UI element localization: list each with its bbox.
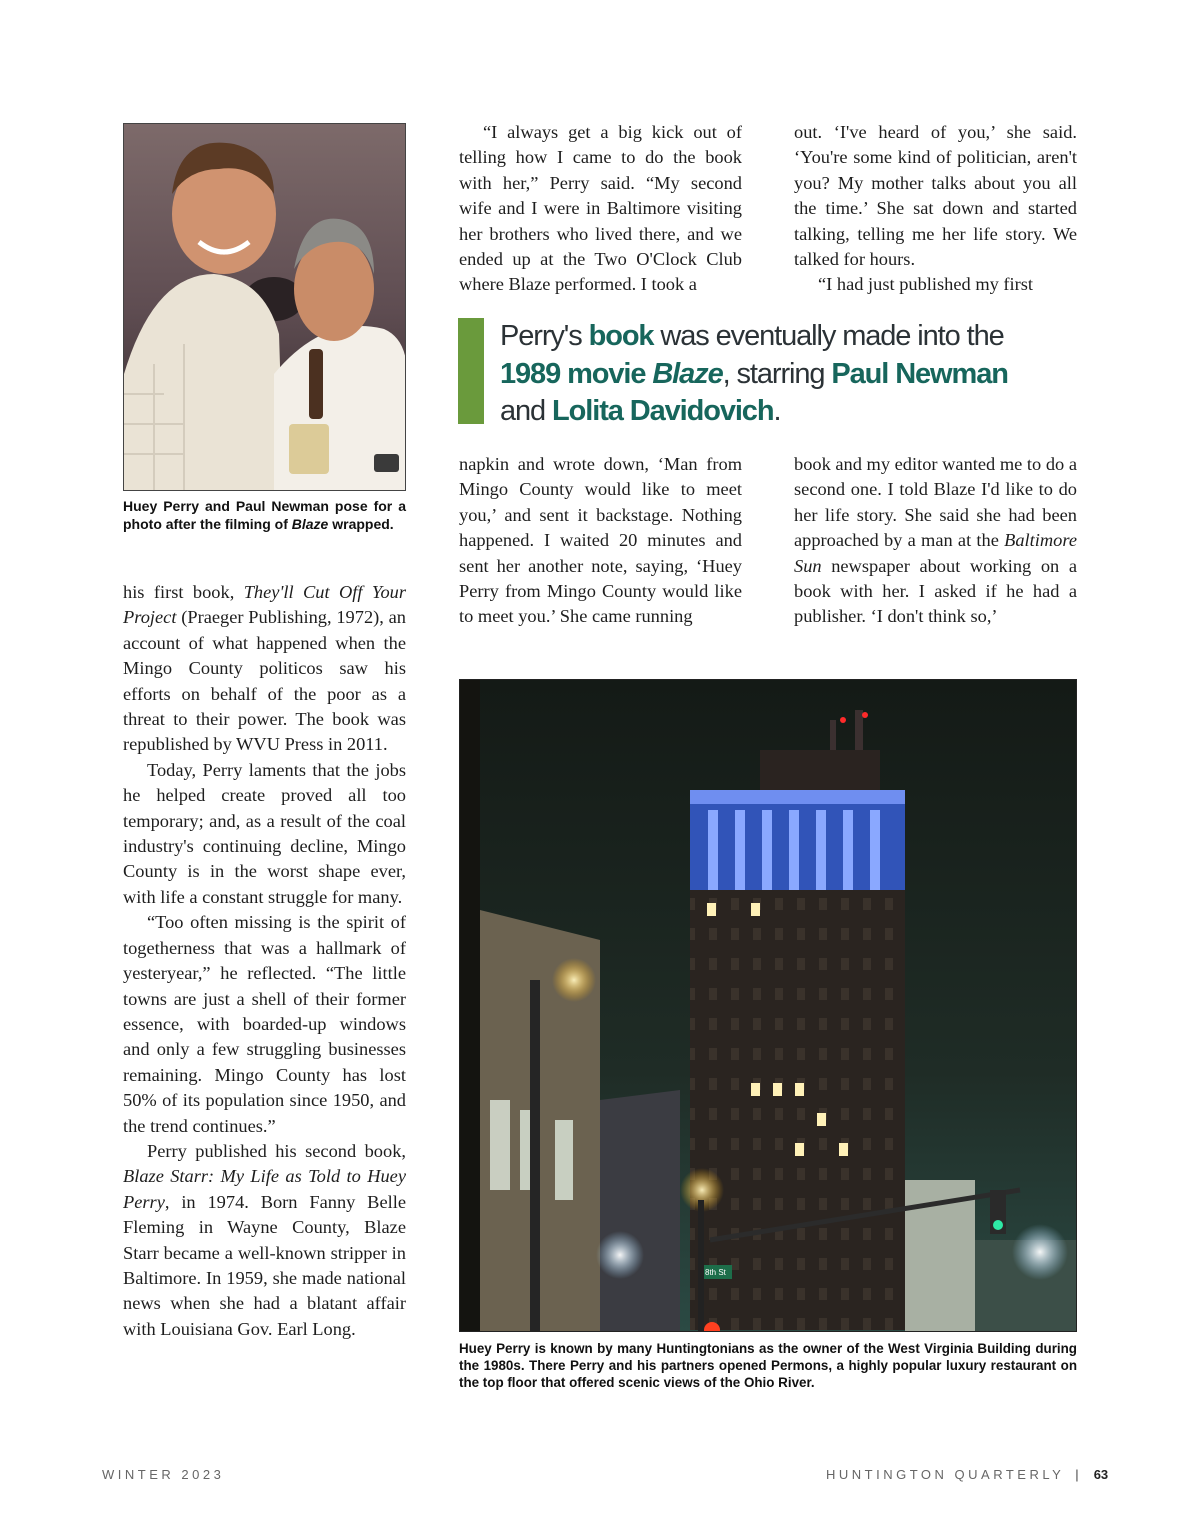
right-column-top xyxy=(794,120,1077,298)
caption1-text-b: wrapped. xyxy=(328,516,394,532)
pq-h2em: Blaze xyxy=(652,357,723,390)
paragraph: out. ‘I've heard of you,’ she said. ‘You're some kind of politician, aren't you? My mother talks about you all the time.’ She sat down and started talking, telling me her life story. We talked for hours. xyxy=(794,122,1077,270)
p1-text-a: his first book, xyxy=(123,582,244,602)
book-title-2: Blaze Starr: My Life as Told to Huey Perry xyxy=(123,1166,406,1212)
paragraph: Today, Perry laments that the jobs he helped create proved all too temporary; and, as a result of the coal industry's continuing decline, Mingo County is in the worst shape ever, with life a constant struggle for many. xyxy=(123,759,406,907)
right-column-bottom xyxy=(794,452,1077,630)
paragraph: “Too often missing is the spirit of togetherness that was a hallmark of yesteryear,” he reflected. “The little towns are just a shell of their former essence, with boarded-up windows and only a few struggling businesses remaining. Mingo County has lost 50% of its population since 1950, and the trend continues.” xyxy=(123,912,406,1136)
left-column xyxy=(123,580,406,1342)
p4-text-b: , in 1974. Born Fanny Belle Fleming in Wayne County, Blaze Starr became a well-known stripper in Baltimore. In 1959, she made national news when she had a blatant affair with Louisiana Gov. Earl Long. xyxy=(123,1191,406,1339)
pull-quote-text xyxy=(500,318,1090,431)
pq-h3: Paul Newman xyxy=(831,357,1008,390)
pq-t5: . xyxy=(773,395,781,427)
p-text-b: newspaper about working on a book with her. I asked if he had a publisher. ‘I don't think so,’ xyxy=(794,555,1077,627)
pq-h4: Lolita Davidovich xyxy=(552,395,774,427)
pq-t3: , starring xyxy=(722,357,832,390)
newspaper-title: Baltimore Sun xyxy=(794,530,1077,576)
street-sign-text: 8th St xyxy=(705,1268,726,1277)
paragraph xyxy=(123,580,406,758)
paragraph xyxy=(794,452,1077,630)
footer-magazine xyxy=(826,1467,1108,1482)
footer-issue: WINTER 2023 xyxy=(102,1467,225,1482)
paragraph: “I always get a big kick out of telling how I came to do the book with her,” Perry said. “My second wife and I were in Baltimore visiting her brothers who lived there, and we ended up at the Two O'Clock Club where Blaze performed. I took a xyxy=(459,122,742,295)
caption1-title: Blaze xyxy=(291,516,329,532)
photo-perry-newman-caption xyxy=(123,497,406,533)
p-text-a: book and my editor wanted me to do a second one. I told Blaze I'd like to do her life story. She said she had been approached by a man at the xyxy=(794,454,1077,551)
pq-t2: was eventually made into the xyxy=(653,320,1004,352)
pq-t4: and xyxy=(500,395,553,427)
footer-magazine-title: HUNTINGTON QUARTERLY xyxy=(826,1467,1065,1482)
middle-column-bottom xyxy=(459,452,742,630)
paragraph: “I had just published my first xyxy=(818,274,1034,295)
p1-text-b: (Praeger Publishing, 1972), an account of what happened when the Mingo County politicos saw his efforts on behalf of the poor as a threat to their power. The book was republished by WVU Press in 2011. xyxy=(123,607,406,755)
caption1-text-a: Huey Perry and Paul Newman pose for a photo after the filming of xyxy=(123,498,406,532)
pq-h1: book xyxy=(588,320,654,352)
paragraph xyxy=(123,1139,406,1342)
photo-perry-newman xyxy=(123,123,406,491)
photo-west-virginia-building-image xyxy=(460,680,1077,1332)
photo-perry-newman-image xyxy=(124,124,406,491)
pull-quote-bar xyxy=(458,318,484,424)
footer-separator: | xyxy=(1075,1467,1079,1482)
pull-quote xyxy=(458,318,1078,430)
book-title-1: They'll Cut Off Your Project xyxy=(123,582,406,628)
pq-t1: Perry's xyxy=(500,320,589,352)
pq-h2: 1989 movie xyxy=(500,357,653,390)
photo-west-virginia-building-caption: Huey Perry is known by many Huntingtonians as the owner of the West Virginia Building during the 1980s. There Perry and his partners opened Permons, a highly popular luxury restaurant on the top floor that offered scenic views of the Ohio River. xyxy=(459,1341,1077,1390)
photo-west-virginia-building xyxy=(459,679,1077,1332)
paragraph: napkin and wrote down, ‘Man from Mingo County would like to meet you,’ and sent it backstage. Nothing happened. I waited 20 minutes and sent her another note, saying, ‘Huey Perry from Mingo County would like to meet you.’ She came running xyxy=(459,454,742,627)
p4-text-a: Perry published his second book, xyxy=(147,1140,406,1161)
middle-column-top xyxy=(459,120,742,298)
page-number: 63 xyxy=(1093,1467,1109,1482)
